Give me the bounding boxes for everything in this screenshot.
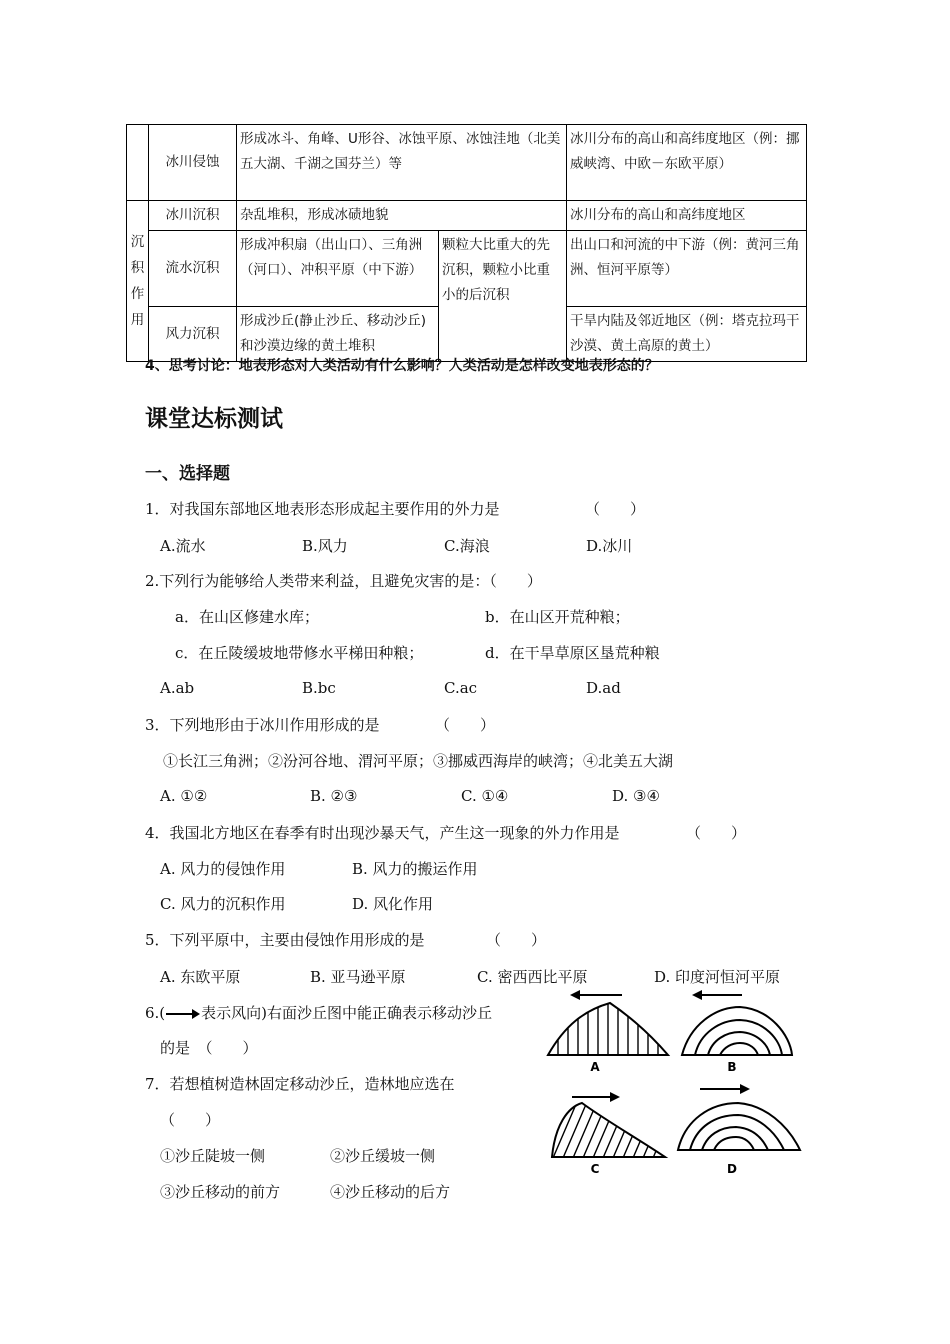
row-rule: 颗粒大比重大的先沉积，颗粒小比重小的后沉积 bbox=[439, 231, 567, 362]
row-feature: 形成冲积扇（出山口）、三角洲（河口）、冲积平原（中下游） bbox=[237, 231, 439, 307]
question-3-bracket: （ ） bbox=[435, 716, 496, 734]
question-2-option-b: B.bc bbox=[302, 679, 336, 697]
question-6-text: 表示风向)右面沙丘图中能正确表示移动沙丘 bbox=[201, 1004, 493, 1022]
row-feature: 杂乱堆积，形成冰碛地貌 bbox=[237, 201, 567, 231]
question-2-item-a: a．在山区修建水库； bbox=[175, 608, 319, 626]
row-region: 出山口和河流的中下游（例：黄河三角洲、恒河平原等） bbox=[567, 231, 807, 307]
group-label: 沉积作用 bbox=[130, 234, 145, 328]
question-3-option-c: C. ①④ bbox=[461, 787, 509, 805]
question-3-option-b: B. ②③ bbox=[310, 787, 358, 805]
question-5-option-c: C. 密西西比平原 bbox=[477, 968, 588, 986]
question-7-line-2: （ ） bbox=[160, 1111, 221, 1129]
subsection-title: 一、选择题 bbox=[145, 464, 230, 484]
section-title: 课堂达标测试 bbox=[145, 406, 283, 432]
question-1-bracket: （ ） bbox=[585, 500, 646, 518]
dune-label-a: A bbox=[590, 1060, 600, 1074]
wind-arrow-icon bbox=[165, 1008, 201, 1020]
question-2-option-a: A.ab bbox=[160, 679, 195, 697]
row-name: 风力沉积 bbox=[149, 307, 237, 362]
question-3-items: ①长江三角洲；②汾河谷地、渭河平原；③挪威西海岸的峡湾；④北美五大湖 bbox=[163, 752, 674, 770]
dune-a bbox=[548, 985, 668, 1065]
row-region: 干旱内陆及邻近地区（例：塔克拉玛干沙漠、黄土高原的黄土） bbox=[567, 307, 807, 362]
question-6-line-1 bbox=[145, 1002, 492, 1023]
dune-a-wind-arrow-icon bbox=[570, 990, 622, 1000]
row-feature: 形成沙丘(静止沙丘、移动沙丘)和沙漠边缘的黄土堆积 bbox=[237, 307, 439, 362]
question-6-line-2: 的是 （ ） bbox=[160, 1039, 258, 1057]
question-1-option-b: B.风力 bbox=[302, 537, 348, 555]
question-5-option-d: D. 印度河恒河平原 bbox=[654, 968, 781, 986]
sand-dune-figure bbox=[540, 985, 810, 1185]
question-2-option-c: C.ac bbox=[444, 679, 478, 697]
question-1-option-c: C.海浪 bbox=[444, 537, 490, 555]
question-5-bracket: （ ） bbox=[486, 931, 547, 949]
question-7-option-4: ④沙丘移动的后方 bbox=[330, 1183, 451, 1201]
question-4-option-b: B. 风力的搬运作用 bbox=[352, 860, 478, 878]
question-4-option-c: C. 风力的沉积作用 bbox=[160, 895, 286, 913]
table-row bbox=[127, 201, 807, 231]
table-row bbox=[127, 125, 807, 201]
row-region: 冰川分布的高山和高纬度地区 bbox=[567, 201, 807, 231]
question-2-item-d: d．在干旱草原区垦荒种粮 bbox=[485, 644, 660, 662]
dune-label-b: B bbox=[727, 1060, 737, 1074]
dune-c bbox=[550, 1095, 680, 1165]
question-7-option-1: ①沙丘陡坡一侧 bbox=[160, 1147, 266, 1165]
question-4-option-d: D. 风化作用 bbox=[352, 895, 434, 913]
question-2-option-d: D.ad bbox=[586, 679, 621, 697]
question-5-option-a: A. 东欧平原 bbox=[160, 968, 241, 986]
dune-d bbox=[678, 1103, 800, 1150]
question-2-stem: 2.下列行为能够给人类带来利益，且避免灾害的是：（ ） bbox=[145, 572, 542, 590]
question-7-line-1: 7．若想植树造林固定移动沙丘，造林地应选在 bbox=[145, 1075, 455, 1093]
question-3-option-d: D. ③④ bbox=[612, 787, 660, 805]
dune-c-wind-arrow-icon bbox=[572, 1092, 620, 1102]
question-4-option-a: A. 风力的侵蚀作用 bbox=[160, 860, 286, 878]
row-name: 流水沉积 bbox=[149, 231, 237, 307]
question-6-prefix: 6.( bbox=[145, 1004, 166, 1022]
row-feature: 形成冰斗、角峰、U形谷、冰蚀平原、冰蚀洼地（北美五大湖、千湖之国芬兰）等 bbox=[237, 125, 567, 201]
question-2-item-b: b．在山区开荒种粮； bbox=[485, 608, 630, 626]
row-region: 冰川分布的高山和高纬度地区（例：挪威峡湾、中欧－东欧平原） bbox=[567, 125, 807, 201]
dune-label-d: D bbox=[727, 1162, 737, 1176]
question-3-option-a: A. ①② bbox=[160, 787, 208, 805]
question-7-option-2: ②沙丘缓坡一侧 bbox=[330, 1147, 436, 1165]
row-name: 冰川侵蚀 bbox=[149, 125, 237, 201]
question-4-bracket: （ ） bbox=[686, 824, 747, 842]
question-3-stem: 3．下列地形由于冰川作用形成的是 bbox=[145, 716, 380, 734]
dune-label-c: C bbox=[590, 1162, 600, 1176]
question-1-option-a: A.流水 bbox=[160, 537, 206, 555]
dune-b bbox=[682, 1007, 792, 1055]
discussion-prompt: 4、思考讨论：地表形态对人类活动有什么影响？人类活动是怎样改变地表形态的？ bbox=[145, 358, 659, 374]
table-row bbox=[127, 231, 807, 307]
question-1-stem: 1．对我国东部地区地表形态形成起主要作用的外力是 bbox=[145, 500, 500, 518]
question-5-option-b: B. 亚马逊平原 bbox=[310, 968, 406, 986]
dune-d-wind-arrow-icon bbox=[700, 1084, 750, 1094]
question-7-option-3: ③沙丘移动的前方 bbox=[160, 1183, 281, 1201]
row-name: 冰川沉积 bbox=[149, 201, 237, 231]
question-4-stem: 4．我国北方地区在春季有时出现沙暴天气，产生这一现象的外力作用是 bbox=[145, 824, 620, 842]
dune-b-wind-arrow-icon bbox=[692, 990, 742, 1000]
table-cell bbox=[127, 125, 149, 201]
question-5-stem: 5．下列平原中，主要由侵蚀作用形成的是 bbox=[145, 931, 425, 949]
question-2-item-c: c．在丘陵缓坡地带修水平梯田种粮； bbox=[175, 644, 424, 662]
deposition-table bbox=[126, 124, 807, 362]
question-1-option-d: D.冰川 bbox=[586, 537, 633, 555]
group-label-cell bbox=[127, 201, 149, 362]
